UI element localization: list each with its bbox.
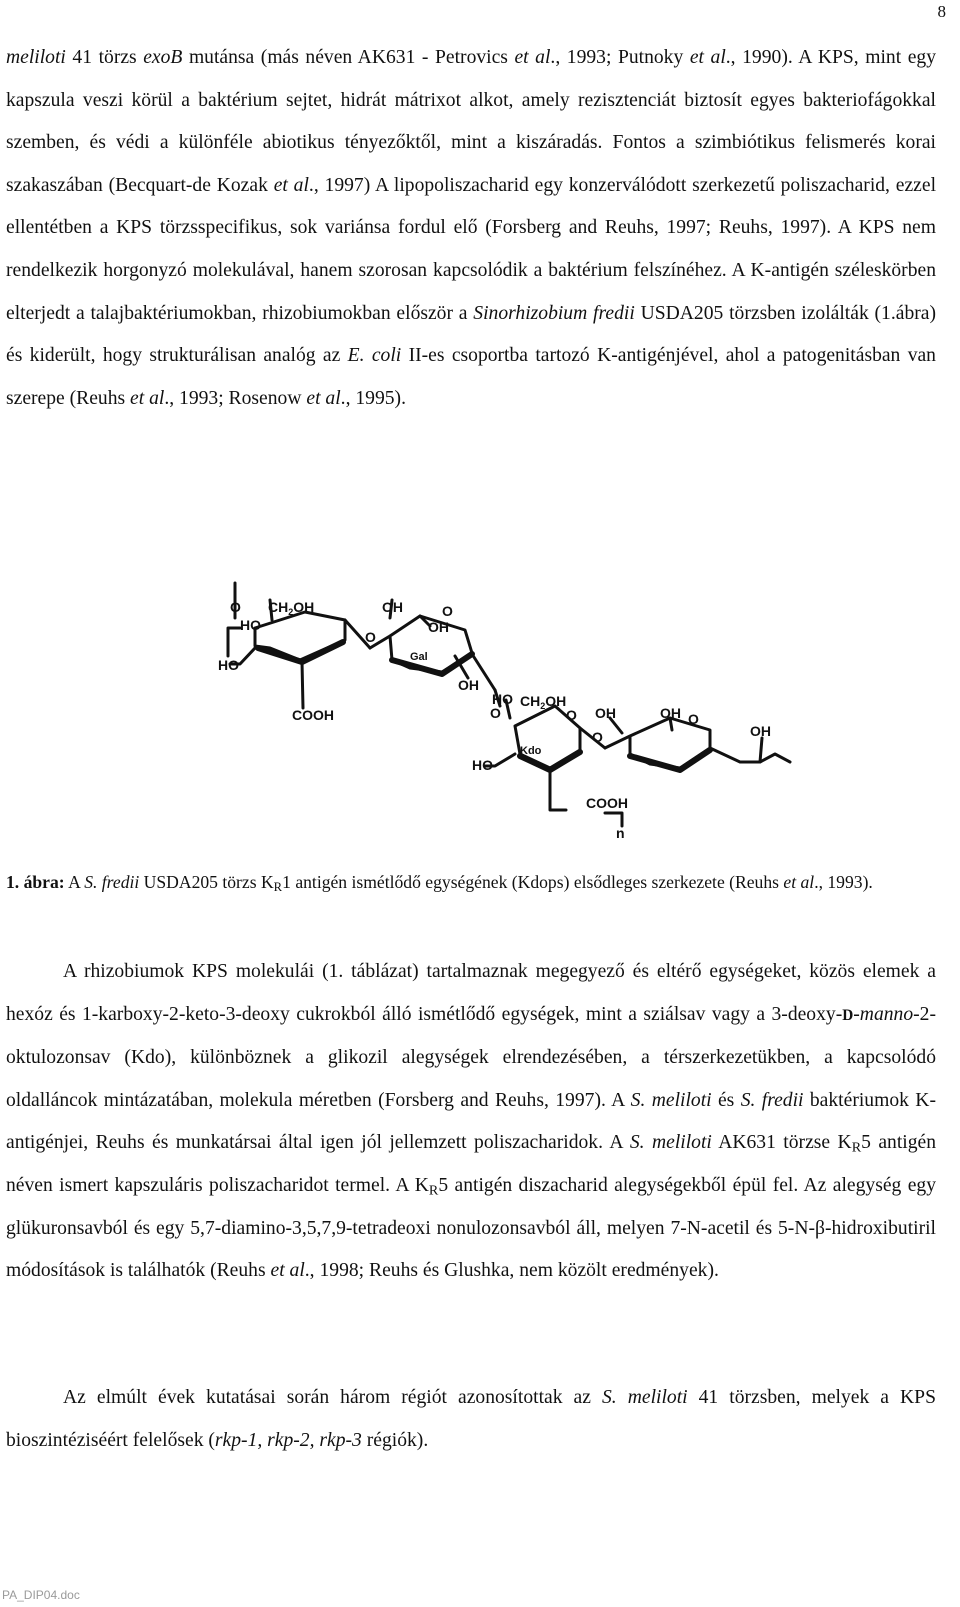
atom-label: OH [750,723,771,739]
subscript: R [428,1182,439,1199]
text-run: -2-oktulozonsav (Kdo), különböznek a glikozil alegységek elrendezésében, a térszerkezetükben, a kapcsolódó oldalláncok mintázatában, molekula méretben (Forsberg and Reuhs, 1997). A [6,1003,936,1111]
text-italic: meliloti [6,47,66,68]
text-italic: E. coli [347,345,402,367]
atom-label: Kdo [520,745,542,757]
atom-label: OH [382,599,403,615]
text-run: 41 törzs [65,47,144,68]
text-italic: S. meliloti [630,1089,712,1111]
text-run: 5 antigén néven ismert kapszuláris poliszacharidot termel. A K [6,1132,937,1196]
kdops-structure-diagram [210,578,800,840]
atom-label: n [616,825,625,840]
text-run: ., 1993; Putnoky [550,47,690,68]
atom-label: O [490,705,501,721]
document-footer: PA_DIP04.doc [2,1588,80,1602]
subscript: R [851,1139,862,1156]
atom-label: COOH [292,707,334,723]
repeat-bracket [228,628,240,656]
chemical-structure-figure [210,578,800,840]
text-run: ., 1995). [340,387,406,409]
text-run: A rhizobiumok KPS molekulái (1. táblázat) tartalmaznak megegyező és eltérő egységeket, közös elemek a hexóz és 1-karboxy-2-keto-3-deoxy cukrokból álló ismétlődő egységek, mint a sziálsav vagy a 3-deoxy- [6,961,936,1025]
text-italic: manno [859,1003,914,1025]
caption-label: 1. ábra: [6,872,65,892]
page-number: 8 [937,2,946,21]
atom-label: O [365,629,376,645]
text-run: AK631 törzse K [711,1132,852,1154]
text-italic: S. fredii [740,1089,804,1111]
text-run: II-es csoportba tartozó K-antigénjével, ahol a patogenitásban van szerepe (Reuhs [6,345,936,409]
atom-label: HO [472,757,493,773]
text-run: USDA205 törzs K [139,872,274,892]
atom-label: COOH [586,795,628,811]
atom-label: HO [218,657,239,673]
atom-label: O [442,603,453,619]
atom-label: $CH_2OH$ [520,693,567,711]
text-run: ., 1993; Rosenow [164,387,307,409]
text-run: baktériumok K-antigénjei, Reuhs és munkatársai által igen jól jellemzett poliszacharidok. A [6,1089,936,1154]
text-italic: exoB [143,47,183,68]
text-run: és [711,1089,741,1111]
text-italic: et al [273,174,309,196]
text-italic: et al [306,387,341,409]
text-italic: et al [783,872,815,892]
figure-caption [6,870,936,895]
subscript: R [273,880,283,895]
text-italic: S. meliloti [601,1387,688,1408]
text-italic: S. meliloti [629,1132,712,1154]
text-run: mutánsa (más néven AK631 - Petrovics [182,47,515,68]
atom-label: HO [492,691,513,707]
atom-label: $CH_2OH$ [268,599,315,617]
text-run: 41 törzsben, melyek a KPS bioszintéziséért felelősek ( [6,1387,936,1451]
atom-label: OH [428,619,449,635]
text-run: A [64,872,85,892]
text-italic: et al [130,387,165,409]
text-run: ., 1993). [814,872,873,892]
text-run: USDA205 törzsben izolálták (1.ábra) és kiderült, hogy strukturálisan analóg az [6,302,936,367]
atom-label: OH [595,705,616,721]
paragraph-3 [6,1377,936,1462]
atom-label: O [566,707,577,723]
text-run: - [853,1003,860,1025]
text-run: 1 antigén ismétlődő egységének (Kdops) elsődleges szerkezete (Reuhs [282,872,784,892]
atom-label: OH [458,677,479,693]
atom-label: OH [660,705,681,721]
text-run: ., 1997) A lipopoliszacharid egy konzerválódott szerkezetű poliszacharid, ezzel ellentétben a KPS törzsspecifikus, sok variánsa fordul elő (Forsberg and Reuhs, 1997; Reuhs, 1997). A KPS nem rendelkezik horgonyzó molekulával, hanem szorosan kapcsolódik a baktérium felszínéhez. A K-antigén széleskörben elterjedt a talajbaktériumokban, rhizobiumokban először a [6,174,937,324]
atom-label: O [592,729,603,745]
atom-label: HO [240,617,261,633]
text-run: régiók). [361,1429,429,1451]
text-italic: Sinorhizobium fredii [473,302,635,324]
paragraph-2 [6,951,936,1293]
text-italic: rkp-1, rkp-2, rkp-3 [214,1429,362,1451]
text-run: ., 1990). A KPS, mint egy kapszula veszi körül a baktérium sejtet, hidrát mátrixot alkot, amely rezisztenciát biztosít egyes bakteriofágokkal szemben, és védi a különféle abiotikus tényezőktől, mint a kiszáradás. Fontos a szimbiótikus felismerés korai szakaszában (Becquart-de Kozak [6,47,936,196]
paragraph-1 [6,37,936,420]
text-run: ., 1998; Reuhs és Glushka, nem közölt eredmények). [304,1260,719,1282]
text-run: 5 antigén diszacharid alegységekből épül fel. Az alegység egy glükuronsavból és egy 5,7-diamino-3,5,7,9-tetradeoxi nonulozonsavból áll, melyen 7-N-acetil és 5-N-β-hidroxibutiril módosítások is találhatók (Reuhs [6,1174,936,1282]
text-italic: et al [514,47,551,68]
text-run: Az elmúlt évek kutatásai során három régiót azonosítottak az [63,1387,602,1408]
atom-label: O [230,599,241,615]
text-italic: et al [270,1260,305,1282]
atom-label: O [688,711,699,727]
text-italic: S. fredii [84,872,140,892]
text-italic: et al [689,47,726,68]
small-caps-d: D [842,1006,854,1024]
atom-label: Gal [410,651,428,663]
